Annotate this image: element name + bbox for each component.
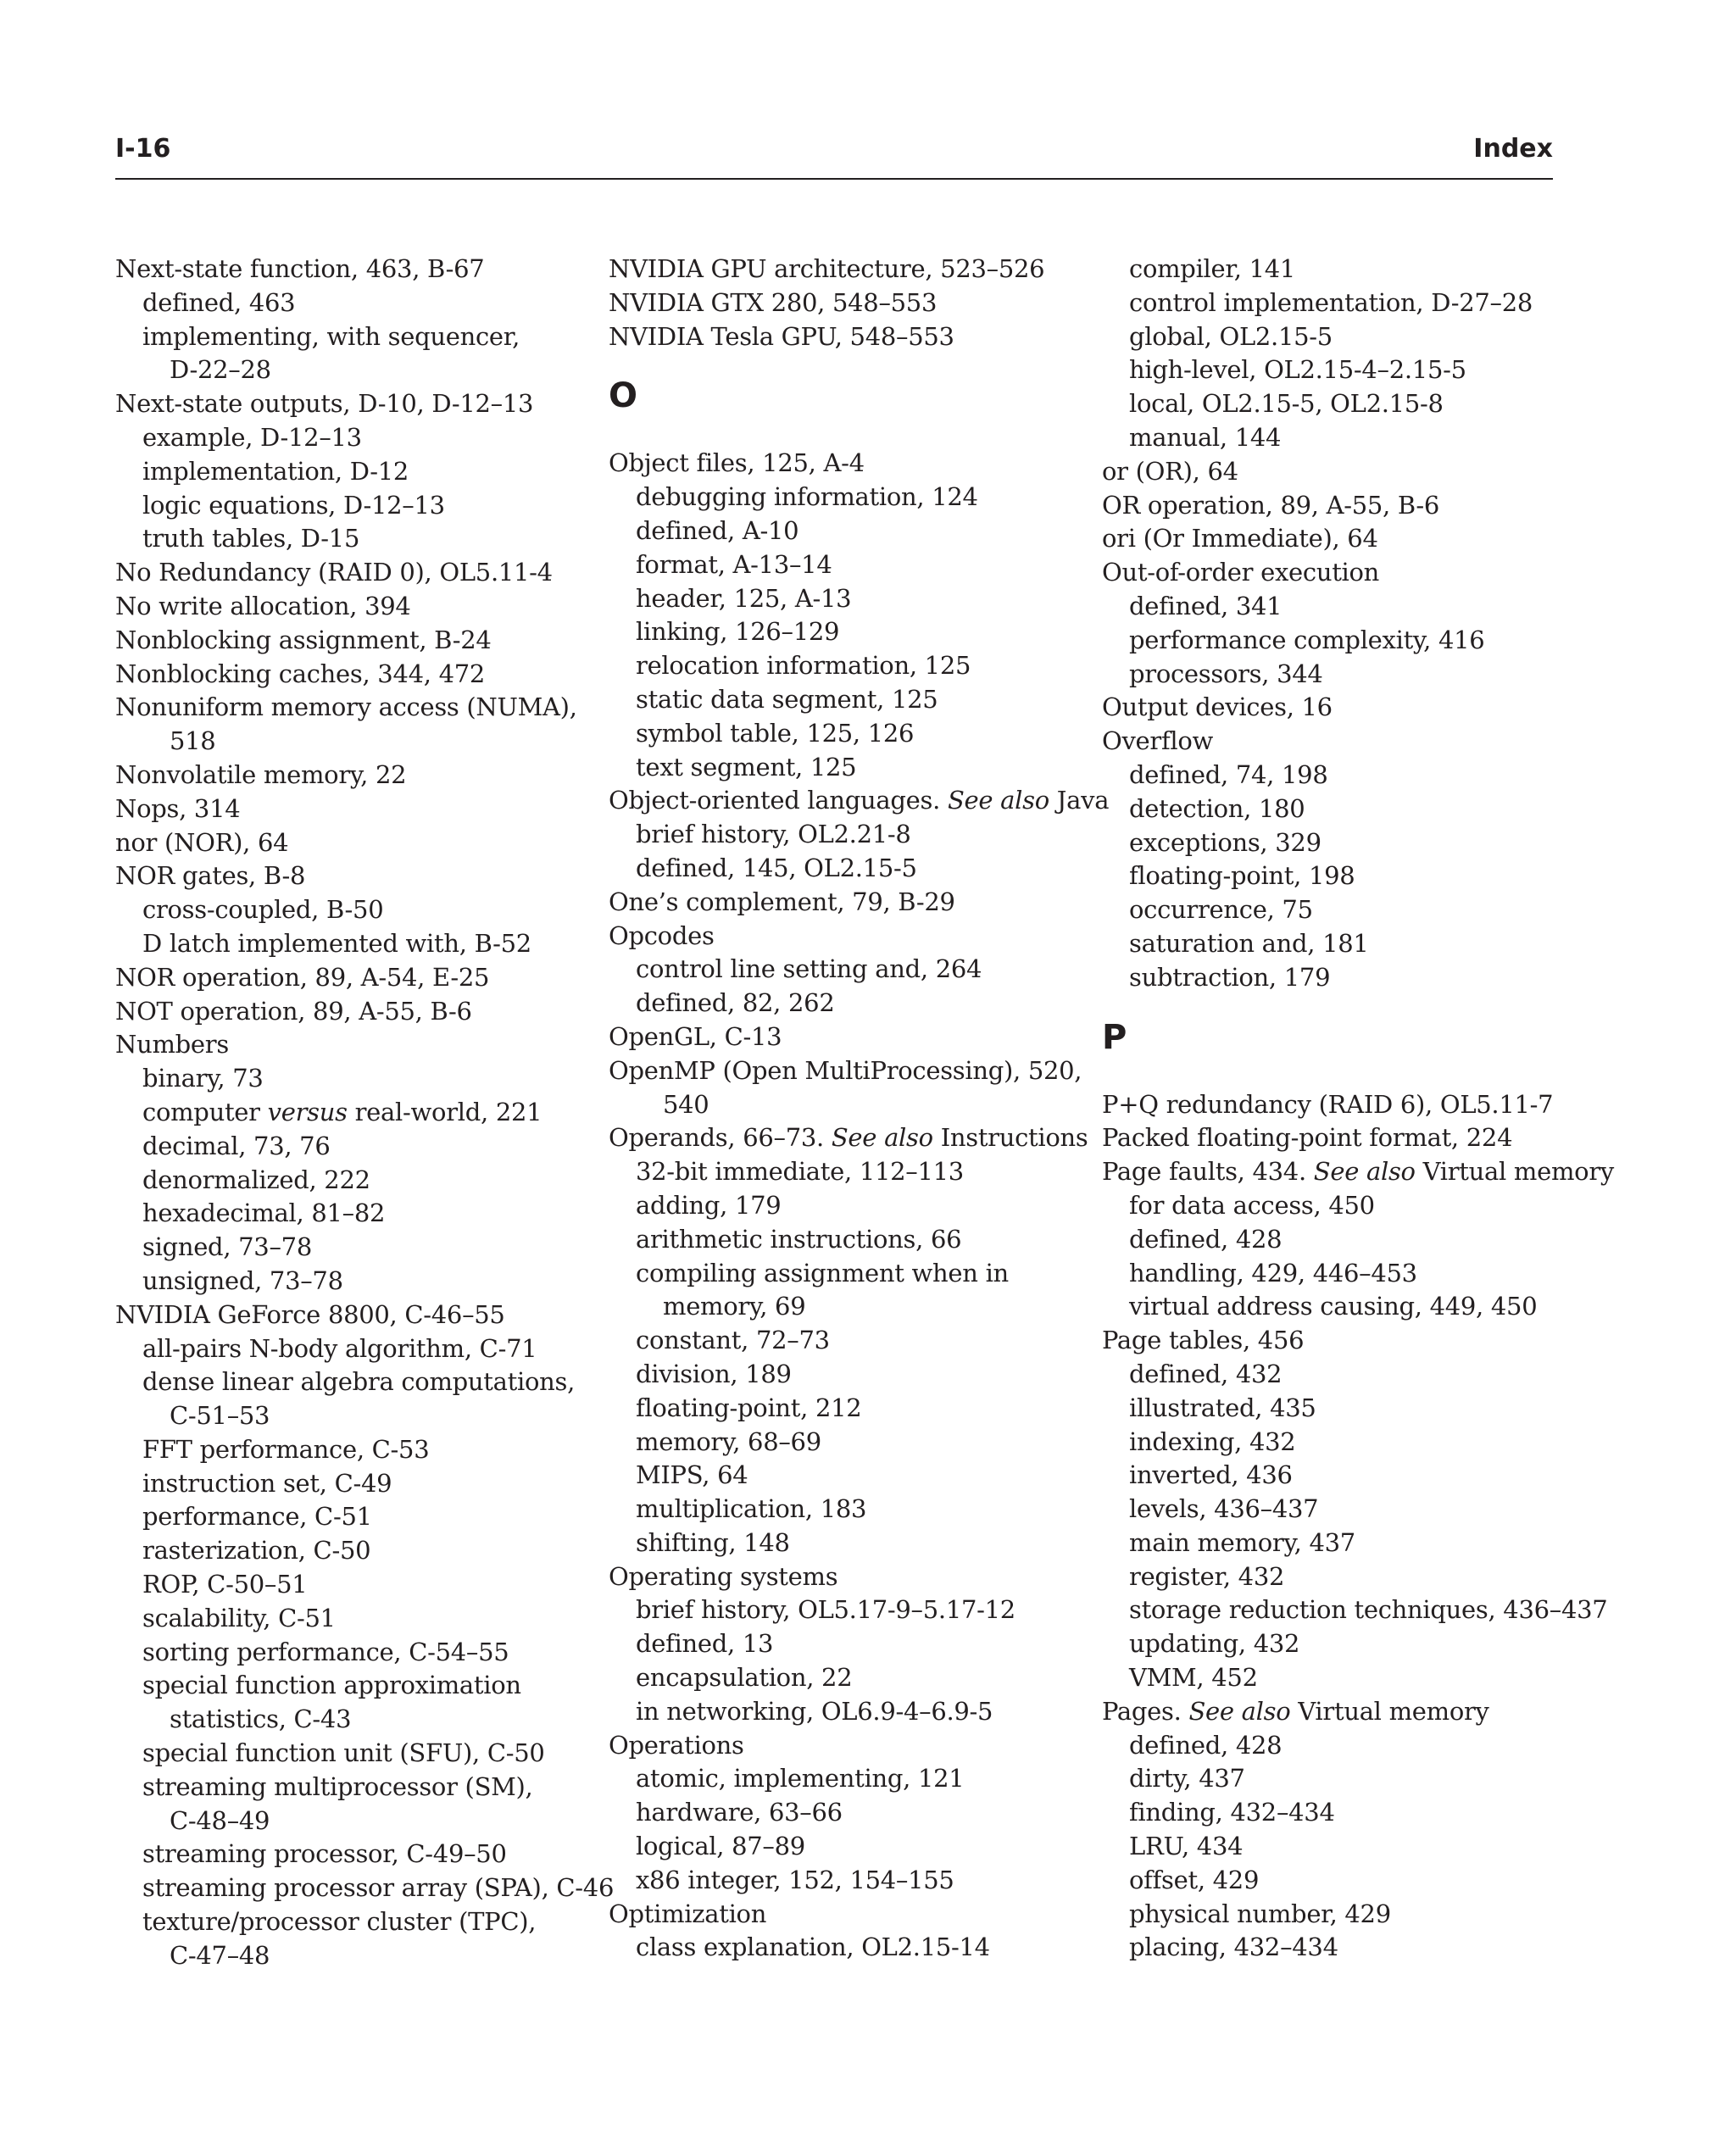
- index-entry: Nonuniform memory access (NUMA),: [115, 692, 577, 722]
- index-subentry: register, 432: [1129, 1561, 1285, 1591]
- index-subentry: defined, 82, 262: [636, 988, 835, 1018]
- index-subentry: physical number, 429: [1129, 1899, 1391, 1928]
- index-subentry: logic equations, D-12–13: [142, 490, 445, 520]
- entry-text: Virtual memory: [1415, 1157, 1614, 1187]
- index-entry: ori (Or Immediate), 64: [1102, 524, 1378, 553]
- index-subentry: streaming processor, C-49–50: [142, 1839, 507, 1869]
- entry-text: Pages.: [1102, 1696, 1189, 1726]
- index-subentry: updating, 432: [1129, 1629, 1300, 1659]
- index-subentry: control implementation, D-27–28: [1129, 287, 1533, 317]
- index-subentry: storage reduction techniques, 436–437: [1129, 1595, 1608, 1625]
- index-entry: NVIDIA GTX 280, 548–553: [609, 287, 938, 317]
- index-subentry: implementation, D-12: [142, 456, 409, 486]
- index-entry: Operations: [609, 1730, 744, 1760]
- index-entry: Output devices, 16: [1102, 692, 1333, 722]
- index-entry: NVIDIA GeForce 8800, C-46–55: [115, 1299, 505, 1329]
- index-entry: Out-of-order execution: [1102, 558, 1380, 587]
- index-subentry: symbol table, 125, 126: [636, 718, 915, 748]
- index-subentry: illustrated, 435: [1129, 1393, 1316, 1422]
- index-subentry: special function approximation: [142, 1671, 521, 1700]
- index-entry-continuation: 540: [663, 1089, 709, 1119]
- index-subentry: all-pairs N-body algorithm, C-71: [142, 1333, 537, 1363]
- index-subentry: example, D-12–13: [142, 422, 362, 452]
- index-subentry: brief history, OL5.17-9–5.17-12: [636, 1595, 1015, 1625]
- index-subentry: x86 integer, 152, 154–155: [636, 1865, 954, 1894]
- index-entry: Nops, 314: [115, 793, 241, 823]
- index-subentry: static data segment, 125: [636, 684, 938, 714]
- index-subentry: manual, 144: [1129, 422, 1282, 452]
- index-entry: No write allocation, 394: [115, 591, 411, 620]
- index-subentry: defined, 145, OL2.15-5: [636, 853, 917, 882]
- index-subentry: implementing, with sequencer,: [142, 321, 520, 351]
- index-subentry: denormalized, 222: [142, 1165, 370, 1194]
- index-entry: Optimization: [609, 1899, 767, 1928]
- index-subentry: scalability, C-51: [142, 1603, 336, 1632]
- index-column-1: [115, 253, 614, 1973]
- index-subentry: VMM, 452: [1129, 1663, 1258, 1693]
- index-subentry: cross-coupled, B-50: [142, 895, 384, 925]
- entry-text: Operands, 66–73.: [609, 1123, 832, 1153]
- index-entry: OpenGL, C-13: [609, 1021, 782, 1051]
- index-subentry: D latch implemented with, B-52: [142, 928, 531, 958]
- index-entry: nor (NOR), 64: [115, 827, 289, 857]
- index-subentry: logical, 87–89: [636, 1832, 805, 1861]
- index-subentry: placing, 432–434: [1129, 1932, 1338, 1962]
- index-entry: No Redundancy (RAID 0), OL5.11-4: [115, 558, 553, 587]
- index-subentry: class explanation, OL2.15-14: [636, 1932, 990, 1962]
- index-entry: Opcodes: [609, 920, 715, 950]
- index-entry: P+Q redundancy (RAID 6), OL5.11-7: [1102, 1089, 1554, 1119]
- index-entry: [1102, 1695, 1614, 1729]
- see-also-reference: versus: [267, 1097, 348, 1126]
- section-letter-heading: O: [609, 376, 637, 416]
- index-entry: Nonblocking assignment, B-24: [115, 625, 492, 654]
- index-entry: NVIDIA Tesla GPU, 548–553: [609, 321, 954, 351]
- page-number: I-16: [115, 134, 171, 164]
- entry-text: Instructions: [932, 1123, 1088, 1153]
- index-subentry: streaming processor array (SPA), C-46: [142, 1873, 615, 1903]
- index-subentry: occurrence, 75: [1129, 895, 1313, 925]
- index-subentry: shifting, 148: [636, 1527, 790, 1557]
- index-subentry: compiling assignment when in: [636, 1258, 1009, 1287]
- index-entry: Operating systems: [609, 1561, 838, 1591]
- index-entry: Nonvolatile memory, 22: [115, 759, 407, 789]
- index-entry: NOR operation, 89, A-54, E-25: [115, 962, 490, 992]
- index-subentry: hardware, 63–66: [636, 1798, 843, 1827]
- entry-text: Virtual memory: [1290, 1696, 1489, 1726]
- index-subentry: LRU, 434: [1129, 1832, 1244, 1861]
- index-column-2: [609, 253, 1109, 1965]
- index-entry: Object files, 125, A-4: [609, 448, 865, 478]
- section-letter-heading: P: [1102, 1017, 1127, 1057]
- index-subentry: sorting performance, C-54–55: [142, 1637, 509, 1666]
- index-subentry: truth tables, D-15: [142, 524, 360, 553]
- index-subentry: relocation information, 125: [636, 651, 971, 681]
- index-entry: Page tables, 456: [1102, 1326, 1305, 1355]
- see-also-reference: See also: [947, 786, 1049, 815]
- index-subentry: unsigned, 73–78: [142, 1265, 343, 1295]
- index-entry: OpenMP (Open MultiProcessing), 520,: [609, 1055, 1082, 1085]
- index-subentry: format, A-13–14: [636, 549, 832, 579]
- index-subentry: ROP, C-50–51: [142, 1570, 308, 1599]
- index-entry-continuation: C-51–53: [170, 1401, 270, 1431]
- entry-text: computer: [142, 1097, 268, 1126]
- see-also-reference: See also: [1313, 1157, 1416, 1187]
- index-subentry: compiler, 141: [1129, 254, 1296, 283]
- index-subentry: encapsulation, 22: [636, 1663, 853, 1693]
- index-subentry: dense linear algebra computations,: [142, 1367, 576, 1397]
- index-entry: [1102, 1155, 1614, 1189]
- index-entry: Next-state outputs, D-10, D-12–13: [115, 389, 534, 419]
- index-entry-continuation: statistics, C-43: [170, 1704, 352, 1734]
- index-subentry: signed, 73–78: [142, 1232, 312, 1262]
- index-entry: One’s complement, 79, B-29: [609, 887, 955, 916]
- index-subentry: multiplication, 183: [636, 1494, 867, 1524]
- index-subentry: debugging information, 124: [636, 482, 978, 512]
- index-subentry: constant, 72–73: [636, 1326, 830, 1355]
- index-column-3: [1102, 253, 1614, 1965]
- index-subentry: handling, 429, 446–453: [1129, 1258, 1417, 1287]
- index-subentry: defined, A-10: [636, 515, 799, 545]
- index-entry: NOR gates, B-8: [115, 861, 306, 891]
- index-subentry: subtraction, 179: [1129, 962, 1331, 992]
- index-subentry: performance, C-51: [142, 1502, 372, 1532]
- index-entry: NVIDIA GPU architecture, 523–526: [609, 254, 1045, 283]
- index-subentry: local, OL2.15-5, OL2.15-8: [1129, 389, 1444, 419]
- index-subentry: MIPS, 64: [636, 1460, 748, 1490]
- index-subentry: text segment, 125: [636, 752, 857, 781]
- index-entry-continuation: D-22–28: [170, 355, 271, 385]
- index-entry: Overflow: [1102, 726, 1214, 756]
- index-subentry: for data access, 450: [1129, 1190, 1375, 1220]
- see-also-reference: See also: [831, 1123, 933, 1153]
- index-subentry: levels, 436–437: [1129, 1494, 1319, 1524]
- index-subentry: streaming multiprocessor (SM),: [142, 1771, 533, 1801]
- index-entry: OR operation, 89, A-55, B-6: [1102, 490, 1440, 520]
- index-subentry: header, 125, A-13: [636, 583, 852, 613]
- index-entry: NOT operation, 89, A-55, B-6: [115, 996, 472, 1026]
- index-subentry: decimal, 73, 76: [142, 1131, 331, 1160]
- index-subentry: offset, 429: [1129, 1865, 1260, 1894]
- index-subentry: hexadecimal, 81–82: [142, 1198, 386, 1228]
- index-subentry: [115, 1096, 614, 1130]
- index-subentry: arithmetic instructions, 66: [636, 1224, 962, 1254]
- index-subentry: linking, 126–129: [636, 617, 840, 647]
- index-subentry: FFT performance, C-53: [142, 1434, 430, 1464]
- index-subentry: finding, 432–434: [1129, 1798, 1335, 1827]
- index-subentry: control line setting and, 264: [636, 954, 982, 984]
- index-entry: [609, 784, 1109, 818]
- index-subentry: floating-point, 198: [1129, 861, 1355, 891]
- index-subentry: defined, 432: [1129, 1359, 1283, 1388]
- index-subentry: special function unit (SFU), C-50: [142, 1738, 545, 1768]
- index-subentry: floating-point, 212: [636, 1393, 862, 1422]
- see-also-reference: See also: [1188, 1696, 1291, 1726]
- index-subentry: defined, 428: [1129, 1224, 1283, 1254]
- index-entry: Nonblocking caches, 344, 472: [115, 659, 486, 688]
- index-subentry: main memory, 437: [1129, 1527, 1355, 1557]
- index-subentry: detection, 180: [1129, 793, 1305, 823]
- index-subentry: defined, 463: [142, 287, 296, 317]
- index-subentry: 32-bit immediate, 112–113: [636, 1157, 964, 1187]
- index-subentry: adding, 179: [636, 1190, 782, 1220]
- index-subentry: in networking, OL6.9-4–6.9-5: [636, 1696, 993, 1726]
- index-entry-continuation: C-48–49: [170, 1805, 270, 1835]
- index-subentry: indexing, 432: [1129, 1426, 1296, 1456]
- index-subentry: defined, 13: [636, 1629, 774, 1659]
- index-subentry: virtual address causing, 449, 450: [1129, 1292, 1538, 1321]
- index-subentry: brief history, OL2.21-8: [636, 820, 911, 849]
- index-subentry: division, 189: [636, 1359, 792, 1388]
- index-subentry: defined, 341: [1129, 591, 1283, 620]
- index-entry: Numbers: [115, 1030, 229, 1059]
- index-subentry: processors, 344: [1129, 659, 1323, 688]
- index-subentry: instruction set, C-49: [142, 1468, 392, 1498]
- entry-text: Object-oriented languages.: [609, 786, 948, 815]
- index-entry: [609, 1121, 1109, 1155]
- index-subentry: atomic, implementing, 121: [636, 1764, 965, 1793]
- entry-text: Page faults, 434.: [1102, 1157, 1314, 1187]
- index-subentry: exceptions, 329: [1129, 827, 1321, 857]
- index-subentry: binary, 73: [142, 1064, 264, 1093]
- index-subentry: memory, 68–69: [636, 1426, 821, 1456]
- index-entry-continuation: memory, 69: [663, 1292, 806, 1321]
- index-entry: or (OR), 64: [1102, 456, 1238, 486]
- index-subentry: performance complexity, 416: [1129, 625, 1485, 654]
- index-subentry: dirty, 437: [1129, 1764, 1245, 1793]
- entry-text: Java: [1049, 786, 1110, 815]
- index-subentry: defined, 74, 198: [1129, 759, 1328, 789]
- running-head: Index: [1473, 134, 1553, 164]
- index-subentry: texture/processor cluster (TPC),: [142, 1907, 537, 1937]
- index-entry-continuation: 518: [170, 726, 216, 756]
- page-header: [115, 127, 1553, 180]
- index-entry: Packed floating-point format, 224: [1102, 1123, 1513, 1153]
- index-subentry: defined, 428: [1129, 1730, 1283, 1760]
- index-entry-continuation: C-47–48: [170, 1940, 270, 1970]
- index-subentry: high-level, OL2.15-4–2.15-5: [1129, 355, 1466, 385]
- index-entry: Next-state function, 463, B-67: [115, 254, 485, 283]
- entry-text: real-world, 221: [347, 1097, 542, 1126]
- index-subentry: inverted, 436: [1129, 1460, 1293, 1490]
- index-subentry: rasterization, C-50: [142, 1536, 371, 1565]
- index-subentry: saturation and, 181: [1129, 928, 1369, 958]
- index-subentry: global, OL2.15-5: [1129, 321, 1333, 351]
